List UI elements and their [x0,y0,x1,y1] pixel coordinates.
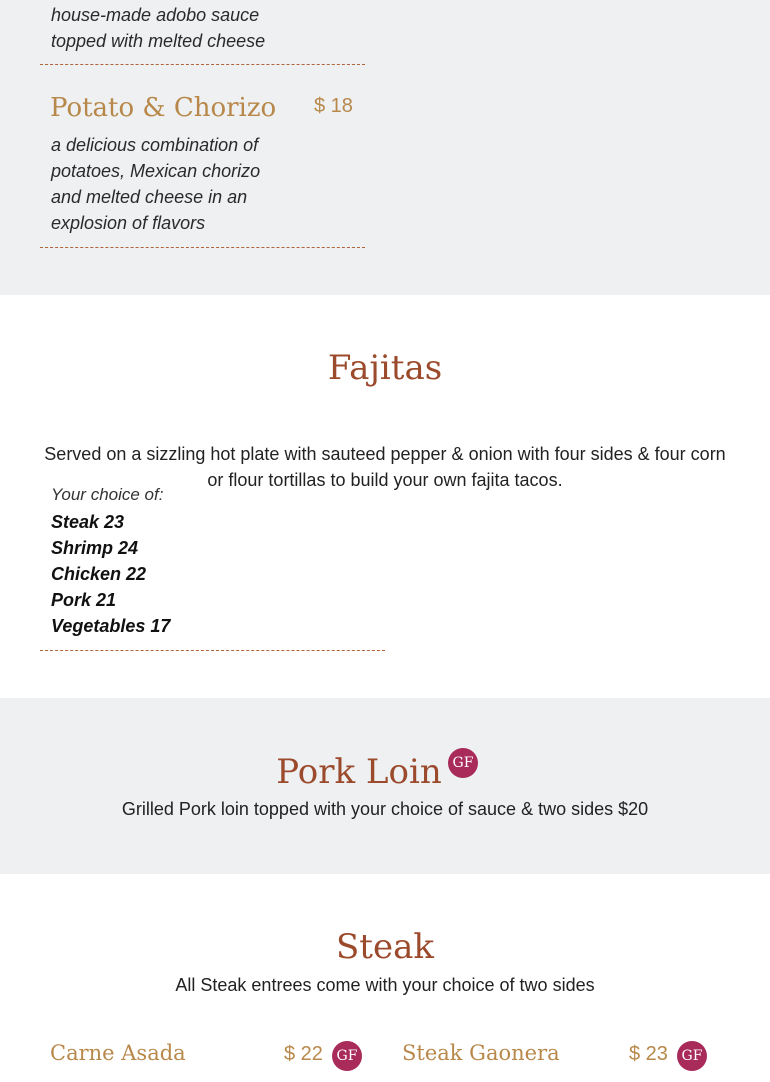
pork-loin-section [0,698,770,874]
desc-line: or flour tortillas to build your own fajita tacos. [207,470,563,490]
gf-badge: GF [448,748,478,778]
desc-line: potatoes, Mexican chorizo [51,161,261,181]
steak-section [0,874,770,1082]
choice-item: Vegetables 17 [51,616,171,636]
desc-line: a delicious combination of [51,135,259,155]
gf-badge: GF [332,1041,362,1071]
desc-line: explosion of flavors [51,213,206,233]
item-price: $ 22 [284,1043,323,1065]
item-title: Steak Gaonera [402,1041,560,1065]
menu-section-top [0,0,770,295]
item-price: $ 23 [629,1043,668,1065]
item-title: Potato & Chorizo [50,93,277,123]
gf-badge: GF [677,1041,707,1071]
divider [40,64,365,65]
item-title: Carne Asada [50,1041,186,1065]
section-title: Fajitas [327,348,443,388]
section-subtitle: All Steak entrees come with your choice of two sides [175,975,595,995]
desc-line: house-made adobo sauce [51,5,260,25]
choice-item: Shrimp 24 [51,538,139,558]
item-description [51,2,351,54]
choice-label: Your choice of: [51,485,164,504]
section-title: Pork Loin [276,752,442,792]
item-price: $ 18 [314,95,353,117]
section-description: Grilled Pork loin topped with your choice of sauce & two sides $20 [121,799,649,819]
choice-item: Steak 23 [51,512,125,532]
choice-item: Pork 21 [51,590,117,610]
desc-line: and melted cheese in an [51,187,248,207]
divider [40,650,385,651]
choice-item: Chicken 22 [51,564,147,584]
fajitas-section [0,295,770,698]
section-title: Steak [336,927,434,967]
desc-line: Served on a sizzling hot plate with sauteed pepper & onion with four sides & four corn [44,444,726,464]
desc-line: topped with melted cheese [51,31,266,51]
item-description [51,132,311,236]
divider [40,247,365,248]
